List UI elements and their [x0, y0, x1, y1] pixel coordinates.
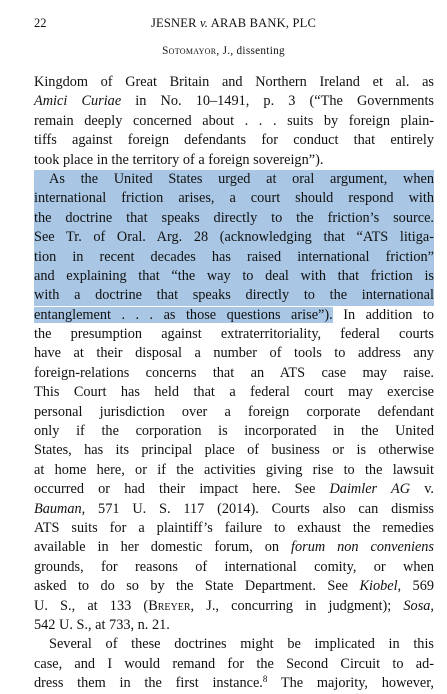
- opinion-text[interactable]: [34, 73, 434, 694]
- running-header: [34, 14, 433, 32]
- text-line: asked to do so by the State Department. See Kiobel, 569: [34, 578, 434, 595]
- text-line: Bauman, 571 U. S. 117 (2014). Courts also can dismiss: [34, 500, 434, 517]
- case-title-respondent: ARAB BANK, PLC: [210, 16, 317, 30]
- selected-text-line[interactable]: international friction arises, a court should respond with: [34, 189, 434, 208]
- text-line: personal jurisdiction over a foreign corporate defendant: [34, 403, 434, 420]
- case-citation: Daimler AG: [329, 481, 411, 498]
- text-line: tiffs against foreign defendants for conduct that entirely: [34, 132, 434, 149]
- italic-text: forum non conveniens: [291, 539, 434, 556]
- selected-text-line[interactable]: the doctrine that speaks directly to the friction’s source.: [34, 209, 434, 228]
- case-citation: Bauman,: [34, 500, 86, 517]
- text-line: Amici Curiae in No. 10–1491, p. 3 (“The Governments: [34, 93, 434, 110]
- selected-text-line[interactable]: See Tr. of Oral. Arg. 28 (acknowledging that “ATS litiga-: [34, 228, 434, 247]
- text-line: occurred or had their impact here. See Daimler AG v.: [34, 481, 434, 498]
- text-line: took place in the territory of a foreign sovereign”).: [34, 151, 324, 168]
- text-line: States, has its principal place of business or is otherwise: [34, 442, 434, 459]
- selected-text-line[interactable]: tion in recent decades has raised international friction”: [34, 248, 434, 267]
- text-line: dress them in the first instance.$^8$ The majority, however,: [34, 674, 434, 692]
- selected-text-line[interactable]: and explaining that “the way to deal with that friction is: [34, 267, 434, 286]
- text-line: U. S., at 133 (Breyer, J., concurring in judgment); Sosa,: [34, 597, 434, 614]
- text-line: 542 U. S., at 733, n. 21.: [34, 616, 170, 633]
- text-line: available in her domestic forum, on forum non conveniens: [34, 539, 434, 556]
- selected-text-line[interactable]: with a doctrine that speaks directly to the international: [34, 286, 434, 305]
- case-citation: Sosa,: [403, 597, 434, 614]
- text-line: case, and I would remand for the Second Circuit to ad-: [34, 655, 434, 672]
- text-line: Kingdom of Great Britain and Northern Ireland et al. as: [34, 74, 434, 90]
- opinion-type: , J., dissenting: [216, 45, 285, 57]
- opinion-author-line: [0, 45, 447, 57]
- text-line: grounds, for reasons of international comity, or when: [34, 558, 434, 575]
- selection-end[interactable]: entanglement . . . as those questions arise”).: [34, 306, 333, 323]
- justice-name: Sotomayor: [162, 45, 217, 57]
- case-title: [34, 14, 433, 32]
- case-title-versus: v.: [199, 16, 209, 30]
- text-line: This Court has held that a federal court may exercise: [34, 384, 434, 401]
- footnote-marker[interactable]: 8: [262, 674, 268, 685]
- selected-text-line[interactable]: As the United States urged at oral argument, when: [34, 170, 434, 189]
- italic-text: Amici Curiae: [34, 93, 122, 110]
- text-line: remain deeply concerned about . . . suits by foreign plain-: [34, 112, 434, 129]
- text-line: only if the corporation is incorporated in the United: [34, 423, 434, 440]
- text-line: the presumption against extraterritoriality, federal courts: [34, 326, 434, 343]
- text-line: at home here, or if the activities giving rise to the lawsuit: [34, 461, 434, 478]
- text-line: ATS suits for a plaintiff’s failure to exhaust the remedies: [34, 519, 434, 536]
- text-line: Several of these doctrines might be implicated in this: [49, 636, 434, 653]
- text-line[interactable]: entanglement . . . as those questions arise”). In addition to: [34, 306, 435, 323]
- case-title-petitioner: JESNER: [150, 16, 197, 30]
- justice-name-inline: Breyer: [148, 597, 191, 614]
- text-line: have at their disposal a number of tools to address any: [34, 345, 434, 362]
- text-line: foreign-relations concerns that an ATS case may raise.: [34, 364, 434, 381]
- page-number: 22: [34, 16, 47, 30]
- case-citation: Kiobel,: [359, 578, 402, 595]
